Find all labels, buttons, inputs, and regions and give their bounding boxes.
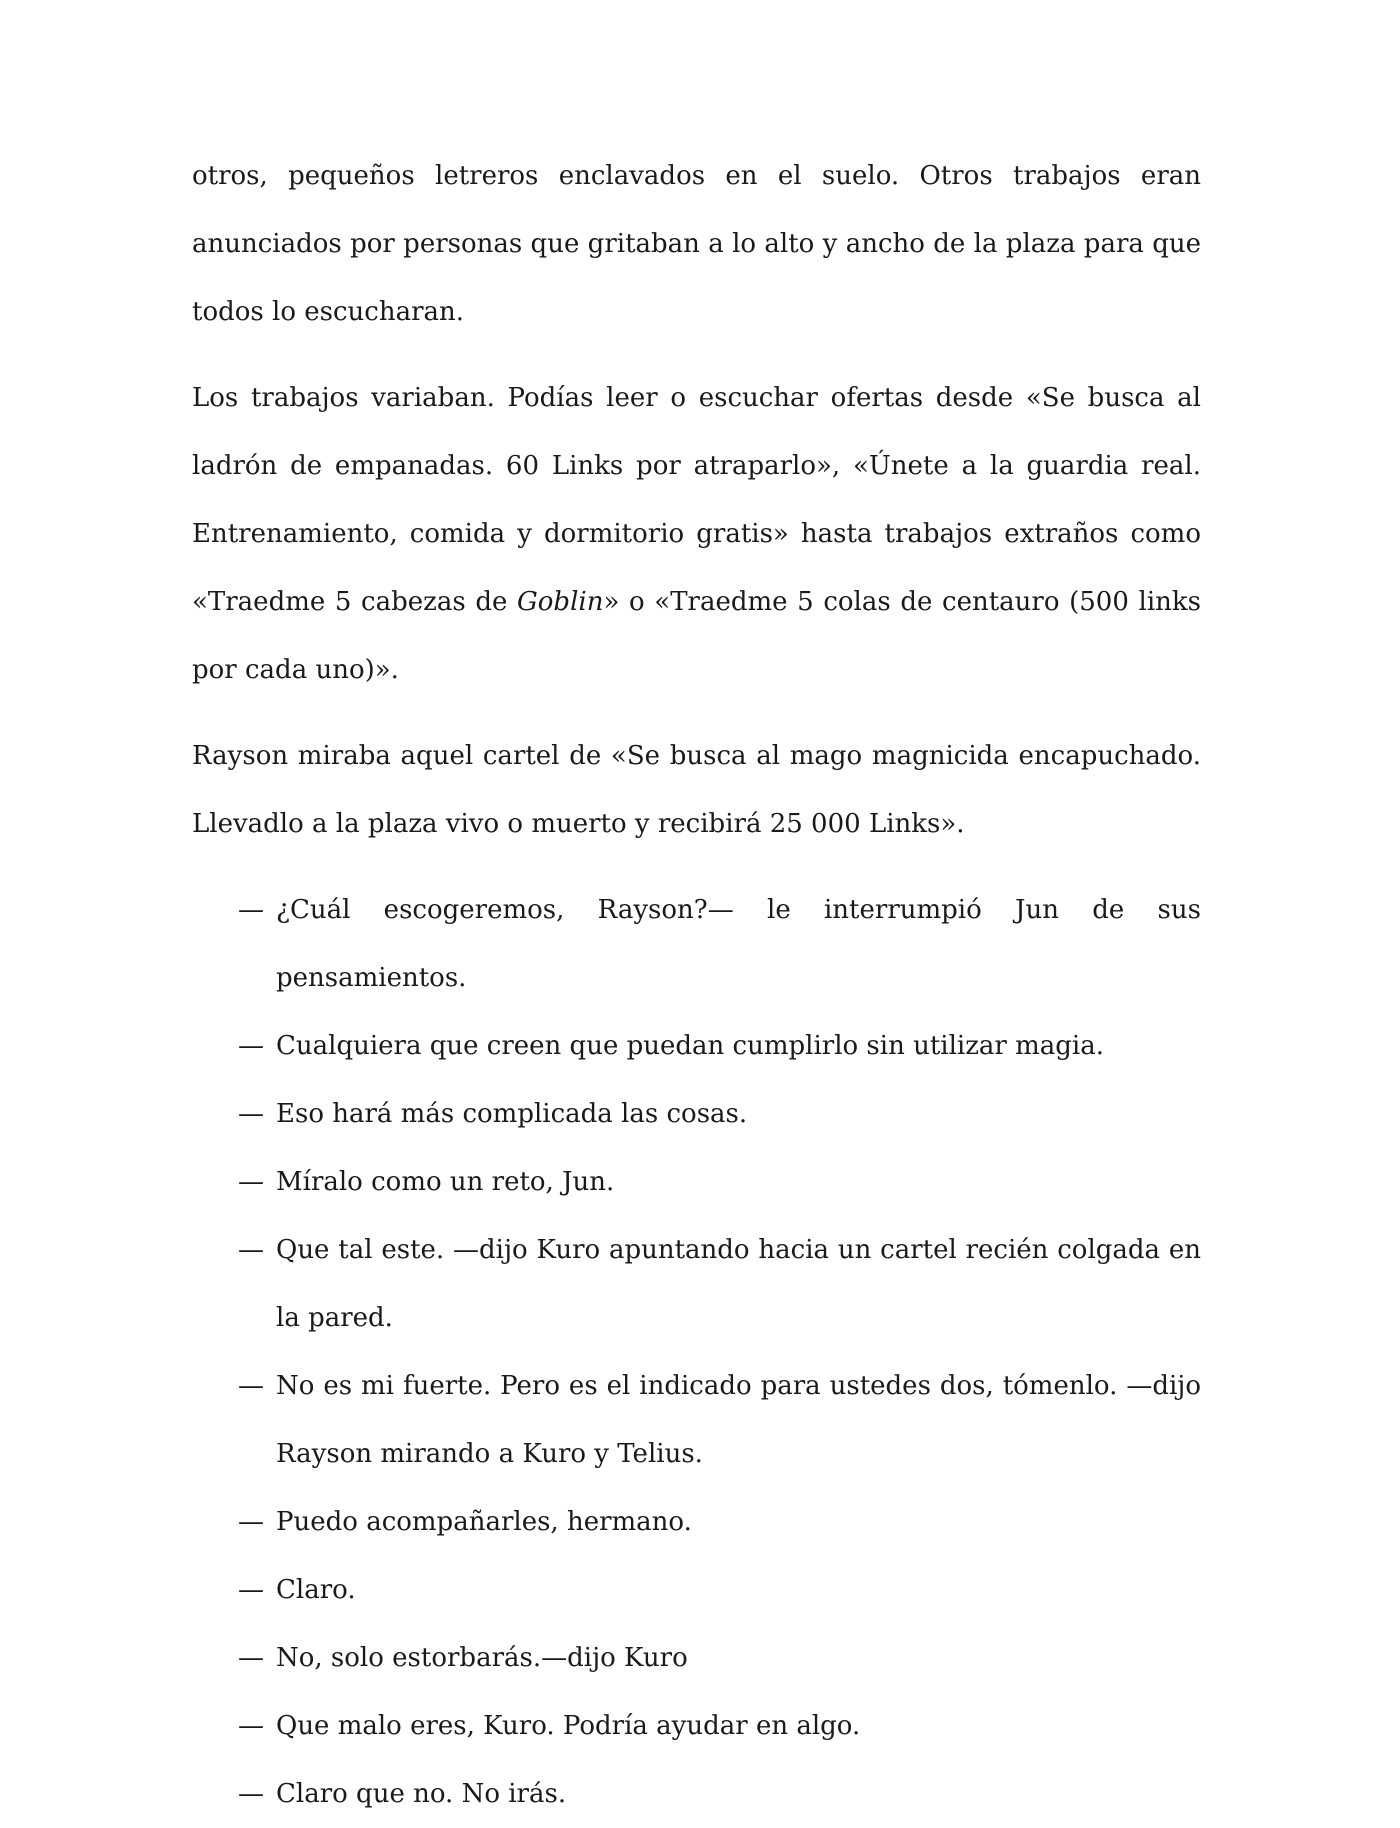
dialogue-line — [192, 1760, 1201, 1828]
dialogue-dash: — — [238, 1575, 264, 1605]
dialogue-dash: — — [238, 1711, 264, 1741]
dialogue-text: Cualquiera que creen que puedan cumplirlo sin utilizar magia. — [276, 1031, 1105, 1061]
dialogue-dash: — — [238, 1099, 264, 1129]
paragraph-2-text-b: » o «Traedme 5 colas de centauro (500 links por cada uno)». — [192, 587, 1201, 685]
dialogue-text: ¿Cuál escogeremos, Rayson?— le interrumpió Jun de sus pensamientos. — [276, 895, 1201, 993]
dialogue-dash: — — [238, 1031, 264, 1061]
dialogue-text: No es mi fuerte. Pero es el indicado para ustedes dos, tómenlo. —dijo Rayson mirando a Kuro y Telius. — [276, 1371, 1201, 1469]
dialogue-block — [192, 876, 1201, 1828]
dialogue-dash: — — [238, 1371, 264, 1401]
dialogue-text: No, solo estorbarás.—dijo Kuro — [276, 1643, 688, 1673]
paragraph-2 — [192, 364, 1201, 704]
dialogue-line — [192, 1148, 1201, 1216]
paragraph-2-italic: Goblin — [517, 587, 604, 617]
dialogue-line — [192, 1352, 1201, 1488]
dialogue-dash: — — [238, 1643, 264, 1673]
dialogue-line — [192, 1556, 1201, 1624]
dialogue-dash: — — [238, 1167, 264, 1197]
paragraph-1: otros, pequeños letreros enclavados en el suelo. Otros trabajos eran anunciados por personas que gritaban a lo alto y ancho de la plaza para que todos lo escucharan. — [192, 161, 1201, 327]
paragraph-2-text-a: Los trabajos variaban. Podías leer o escuchar ofertas desde «Se busca al ladrón de empanadas. 60 Links por atraparlo», «Únete a la guardia real. Entrenamiento, comida y dormitorio gratis» hasta trabajos extraños como «Traedme 5 cabezas de — [192, 383, 1201, 617]
dialogue-text: Claro. — [276, 1575, 356, 1605]
dialogue-text: Míralo como un reto, Jun. — [276, 1167, 615, 1197]
dialogue-text: Eso hará más complicada las cosas. — [276, 1099, 748, 1129]
dialogue-dash: — — [238, 895, 264, 925]
dialogue-line — [192, 1080, 1201, 1148]
dialogue-dash: — — [238, 1779, 264, 1809]
paragraph-3: Rayson miraba aquel cartel de «Se busca al mago magnicida encapuchado. Llevadlo a la plaza vivo o muerto y recibirá 25 000 Links». — [192, 741, 1201, 839]
dialogue-line — [192, 1216, 1201, 1352]
dialogue-dash: — — [238, 1235, 264, 1265]
dialogue-line — [192, 1624, 1201, 1692]
dialogue-line — [192, 1692, 1201, 1760]
dialogue-text: Que tal este. —dijo Kuro apuntando hacia un cartel recién colgada en la pared. — [276, 1235, 1201, 1333]
page-content — [192, 142, 1201, 1828]
dialogue-text: Puedo acompañarles, hermano. — [276, 1507, 692, 1537]
dialogue-line — [192, 1488, 1201, 1556]
dialogue-text: Claro que no. No irás. — [276, 1779, 567, 1809]
dialogue-text: Que malo eres, Kuro. Podría ayudar en algo. — [276, 1711, 861, 1741]
dialogue-line — [192, 876, 1201, 1012]
dialogue-dash: — — [238, 1507, 264, 1537]
dialogue-line — [192, 1012, 1201, 1080]
